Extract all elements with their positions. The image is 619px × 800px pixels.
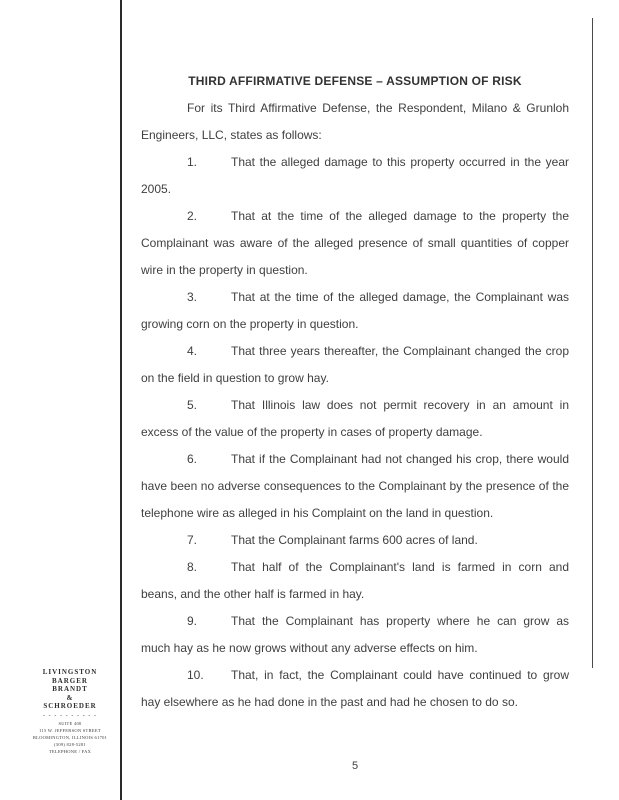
paragraph-number: 2. [187, 209, 198, 223]
paragraph [141, 446, 569, 527]
paragraph [141, 284, 569, 338]
firm-address-line: TELEPHONE / FAX [48, 749, 92, 755]
paragraph-number: 3. [187, 290, 198, 304]
firm-address-line: BLOOMINGTON, ILLINOIS 61701 [32, 735, 108, 741]
paragraph-text: That at the time of the alleged damage, the Complainant was growing corn on the property in question. [141, 290, 569, 331]
stamp-divider: - - - - - - - - - - [43, 712, 97, 719]
paragraph [141, 203, 569, 284]
firm-address-line: 115 W. JEFFERSON STREET [39, 728, 101, 734]
page-number: 5 [351, 760, 359, 772]
paragraph-text: That at the time of the alleged damage to the property the Complainant was aware of the alleged presence of small quantities of copper wire in the property in question. [141, 209, 569, 277]
paragraph-text: That Illinois law does not permit recovery in an amount in excess of the value of the property in cases of property damage. [141, 398, 569, 439]
firm-name-line: BARGER [52, 676, 88, 685]
paragraph [141, 662, 569, 716]
paragraph-text: That the alleged damage to this property occurred in the year 2005. [141, 155, 569, 196]
firm-address-line: SUITE 400 [58, 721, 82, 727]
firm-address-line: (309) 828-5281 [54, 742, 86, 748]
paragraph-text: That, in fact, the Complainant could have continued to grow hay elsewhere as he had done in the past and had he chosen to do so. [141, 668, 569, 709]
paragraph-number: 4. [187, 344, 198, 358]
paragraph [141, 338, 569, 392]
paragraph-number: 5. [187, 398, 198, 412]
right-margin-rule [592, 18, 593, 668]
law-firm-stamp [22, 668, 118, 756]
paragraph [141, 608, 569, 662]
paragraph-number: 9. [187, 614, 198, 628]
paragraph-number: 7. [187, 533, 198, 547]
paragraph-text: That the Complainant farms 600 acres of land. [231, 533, 478, 547]
paragraph-number: 8. [187, 560, 198, 574]
paragraph [141, 527, 569, 554]
firm-name-line: & [66, 693, 74, 702]
left-margin-rule [120, 0, 122, 800]
document-body [141, 68, 569, 716]
document-title: THIRD AFFIRMATIVE DEFENSE – ASSUMPTION OF RISK [188, 74, 522, 88]
paragraph-text: That if the Complainant had not changed his crop, there would have been no adverse consequences to the Complainant by the presence of the telephone wire as alleged in his Complaint on the land in question. [141, 452, 569, 520]
paragraph-text: That half of the Complainant's land is farmed in corn and beans, and the other half is farmed in hay. [141, 560, 569, 601]
firm-address-lines [22, 721, 118, 756]
intro-paragraph: For its Third Affirmative Defense, the Respondent, Milano & Grunloh Engineers, LLC, states as follows: [141, 101, 569, 142]
paragraph-list [141, 149, 569, 716]
paragraph-number: 10. [187, 668, 204, 682]
firm-name-line: BRANDT [52, 685, 88, 693]
paragraph-number: 1. [187, 155, 198, 169]
firm-name-line: LIVINGSTON [42, 668, 98, 676]
firm-name-line: SCHROEDER [43, 702, 97, 710]
paragraph [141, 149, 569, 203]
paragraph-text: That three years thereafter, the Complainant changed the crop on the field in question to grow hay. [141, 344, 569, 385]
firm-name-lines [22, 668, 118, 711]
paragraph-number: 6. [187, 452, 198, 466]
paragraph [141, 554, 569, 608]
paragraph-text: That the Complainant has property where he can grow as much hay as he now grows without any adverse effects on him. [141, 614, 569, 655]
paragraph [141, 392, 569, 446]
